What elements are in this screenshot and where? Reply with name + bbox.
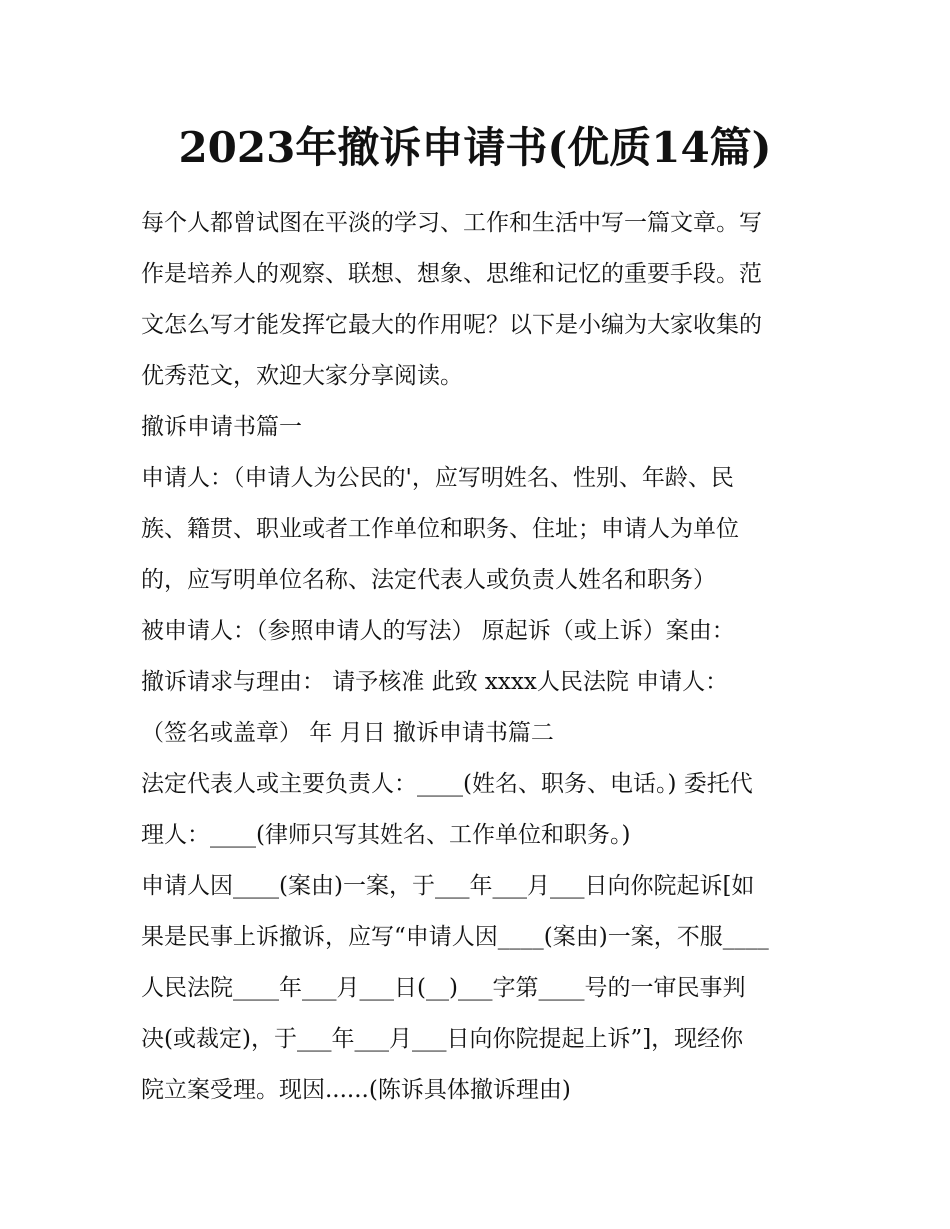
paragraph-line: 决(或裁定)，于___年___月___日向你院提起上诉”]，现经你: [141, 1026, 744, 1052]
paragraph-line: 作是培养人的观察、联想、想象、思维和记忆的重要手段。范: [141, 261, 762, 287]
paragraph-line: 撤诉请求与理由： 请予核准 此致 xxxx人民法院 申请人：: [141, 669, 729, 695]
paragraph-line: （签名或盖章） 年 月日 撤诉申请书篇二: [141, 720, 554, 746]
paragraph-line: 族、籍贯、职业或者工作单位和职务、住址；申请人为单位: [141, 516, 739, 542]
paragraph-line: 优秀范文，欢迎大家分享阅读。: [141, 363, 463, 389]
section-heading: 撤诉申请书篇一: [141, 414, 302, 440]
paragraph-line: 法定代表人或主要负责人：____(姓名、职务、电话。) 委托代: [141, 771, 753, 797]
paragraph-line: 果是民事上诉撤诉，应写“申请人因____(案由)一案，不服____: [141, 924, 769, 950]
paragraph-line: 申请人因____(案由)一案，于___年___月___日向你院起诉[如: [141, 873, 755, 899]
paragraph-line: 理人：____(律师只写其姓名、工作单位和职务。): [141, 822, 631, 848]
paragraph-line: 文怎么写才能发挥它最大的作用呢？以下是小编为大家收集的: [141, 312, 762, 338]
paragraph-line: 每个人都曾试图在平淡的学习、工作和生活中写一篇文章。写: [141, 210, 762, 236]
paragraph-line: 人民法院____年___月___日(__)___字第____号的一审民事判: [141, 975, 746, 1001]
paragraph-line: 被申请人：（参照申请人的写法） 原起诉（或上诉）案由：: [141, 618, 735, 644]
document-body: [141, 198, 821, 1116]
paragraph-line: 申请人：（申请人为公民的'，应写明姓名、性别、年龄、民: [141, 465, 734, 491]
paragraph-line: 院立案受理。现因......(陈诉具体撤诉理由): [141, 1077, 571, 1103]
document-title: 2023年撤诉申请书(优质14篇): [178, 123, 772, 172]
paragraph-line: 的，应写明单位名称、法定代表人或负责人姓名和职务）: [141, 567, 716, 593]
